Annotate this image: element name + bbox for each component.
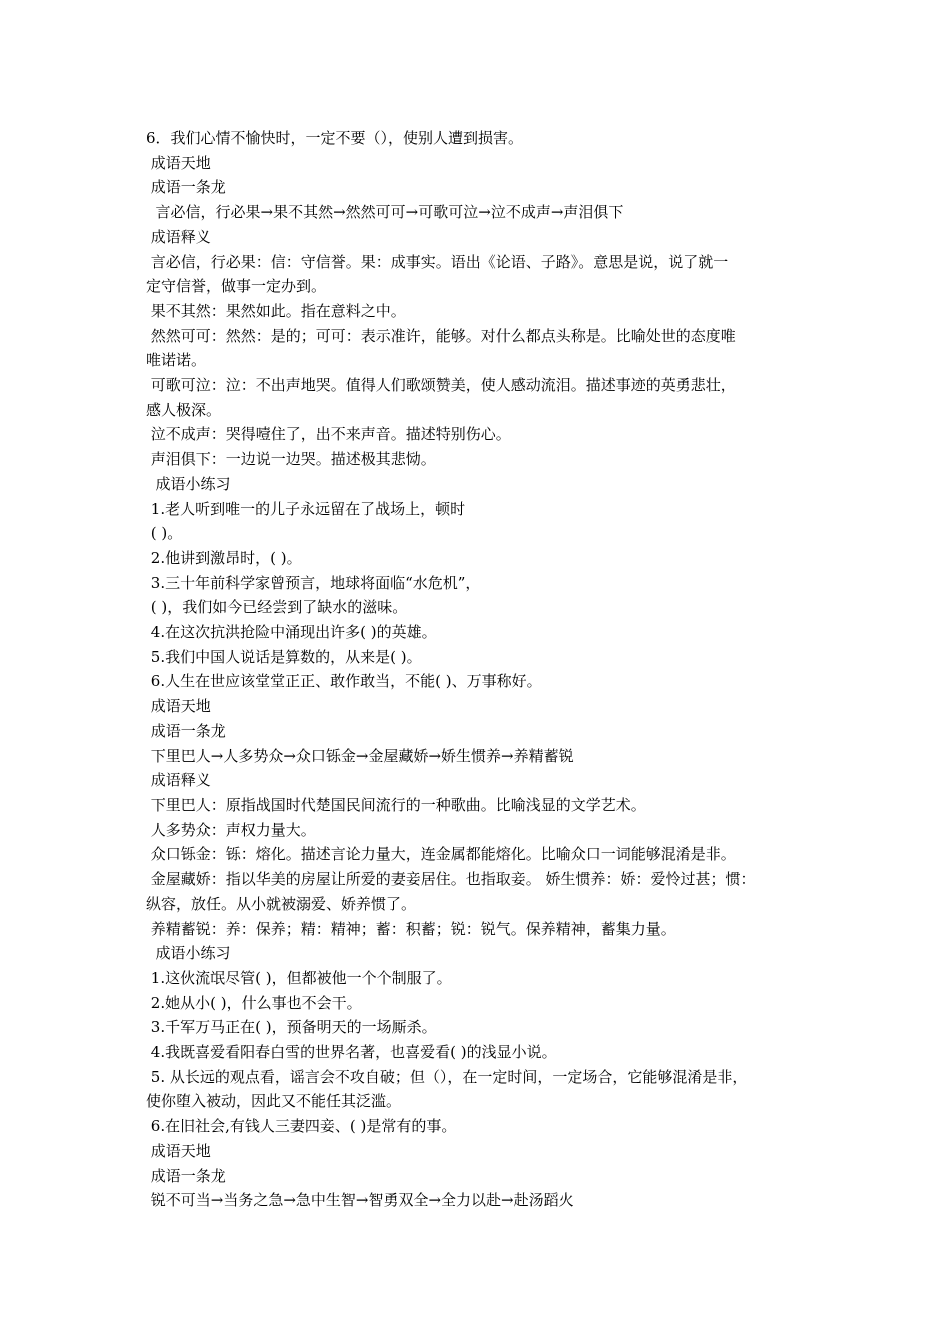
text-line: 1.老人听到唯一的儿子永远留在了战场上，顿时 bbox=[146, 499, 466, 518]
text-line: 成语释义 bbox=[146, 227, 211, 246]
text-line: 3.千军万马正在( )，预备明天的一场厮杀。 bbox=[146, 1018, 437, 1037]
text-line: 5.我们中国人说话是算数的，从来是( )。 bbox=[146, 647, 422, 666]
text-line: 定守信誉，做事一定办到。 bbox=[146, 277, 327, 296]
text-line: 4.在这次抗洪抢险中涌现出许多( )的英雄。 bbox=[146, 623, 437, 642]
document-body bbox=[146, 126, 816, 1213]
text-line: 纵容，放任。从小就被溺爱、娇养惯了。 bbox=[146, 894, 417, 913]
text-line: 感人极深。 bbox=[146, 400, 222, 419]
text-line: 声泪俱下：一边说一边哭。描述极其悲恸。 bbox=[146, 450, 436, 469]
text-line: 金屋藏娇：指以华美的房屋让所爱的妻妾居住。也指取妾。 娇生惯养：娇：爱怜过甚；惯： bbox=[146, 870, 756, 889]
text-line: 成语小练习 bbox=[146, 944, 231, 963]
text-line: 4.我既喜爱看阳春白雪的世界名著，也喜爱看( )的浅显小说。 bbox=[146, 1043, 557, 1062]
text-line: 成语天地 bbox=[146, 697, 211, 716]
text-line: 锐不可当→当务之急→急中生智→智勇双全→全力以赴→赴汤蹈火 bbox=[146, 1191, 574, 1210]
text-line: 然然可可：然然：是的；可可：表示准许，能够。对什么都点头称是。比喻处世的态度唯 bbox=[146, 326, 736, 345]
text-line: 下里巴人：原指战国时代楚国民间流行的一种歌曲。比喻浅显的文学艺术。 bbox=[146, 795, 646, 814]
text-line: 使你堕入被动，因此又不能任其泛滥。 bbox=[146, 1092, 402, 1111]
text-line: 6.人生在世应该堂堂正正、敢作敢当，不能( )、万事称好。 bbox=[146, 672, 542, 691]
text-line: 2.她从小( )，什么事也不会干。 bbox=[146, 993, 362, 1012]
text-line: 2.他讲到激昂时，( )。 bbox=[146, 548, 302, 567]
text-line: ( )，我们如今已经尝到了缺水的滋味。 bbox=[146, 598, 408, 617]
text-line: 成语一条龙 bbox=[146, 721, 226, 740]
text-line: 人多势众：声权力量大。 bbox=[146, 820, 316, 839]
text-line: 下里巴人→人多势众→众口铄金→金屋藏娇→娇生惯养→养精蓄锐 bbox=[146, 746, 574, 765]
text-line: 养精蓄锐：养：保养；精：精神；蓄：积蓄；锐：锐气。保养精神，蓄集力量。 bbox=[146, 919, 676, 938]
text-line: 果不其然：果然如此。指在意料之中。 bbox=[146, 301, 406, 320]
text-line: 言必信，行必果→果不其然→然然可可→可歌可泣→泣不成声→声泪俱下 bbox=[146, 203, 624, 222]
text-line: 众口铄金：铄：熔化。描述言论力量大，连金属都能熔化。比喻众口一词能够混淆是非。 bbox=[146, 845, 736, 864]
text-line: 唯诺诺。 bbox=[146, 351, 207, 370]
text-line: 可歌可泣：泣：不出声地哭。值得人们歌颂赞美，使人感动流泪。描述事迹的英勇悲壮， bbox=[146, 376, 736, 395]
text-line: 成语一条龙 bbox=[146, 178, 226, 197]
text-line: 成语天地 bbox=[146, 153, 211, 172]
text-line: 成语天地 bbox=[146, 1141, 211, 1160]
text-line: 3.三十年前科学家曾预言，地球将面临“水危机”， bbox=[146, 573, 481, 592]
text-line: ( )。 bbox=[146, 524, 183, 543]
text-line: 成语释义 bbox=[146, 771, 211, 790]
text-line: 成语一条龙 bbox=[146, 1166, 226, 1185]
text-line: 成语小练习 bbox=[146, 474, 231, 493]
text-line: 5. 从长远的观点看，谣言会不攻自破；但（），在一定时间，一定场合，它能够混淆是非， bbox=[146, 1067, 748, 1086]
text-line: 6．我们心情不愉快时，一定不要（），使别人遭到损害。 bbox=[146, 129, 524, 147]
text-line: 6.在旧社会,有钱人三妻四妾、( )是常有的事。 bbox=[146, 1117, 457, 1136]
text-line: 1.这伙流氓尽管( )，但都被他一个个制服了。 bbox=[146, 968, 452, 987]
text-line: 言必信，行必果：信：守信誉。果：成事实。语出《论语、子路》。意思是说，说了就一 bbox=[146, 252, 729, 271]
text-line: 泣不成声：哭得噎住了，出不来声音。描述特别伤心。 bbox=[146, 425, 511, 444]
